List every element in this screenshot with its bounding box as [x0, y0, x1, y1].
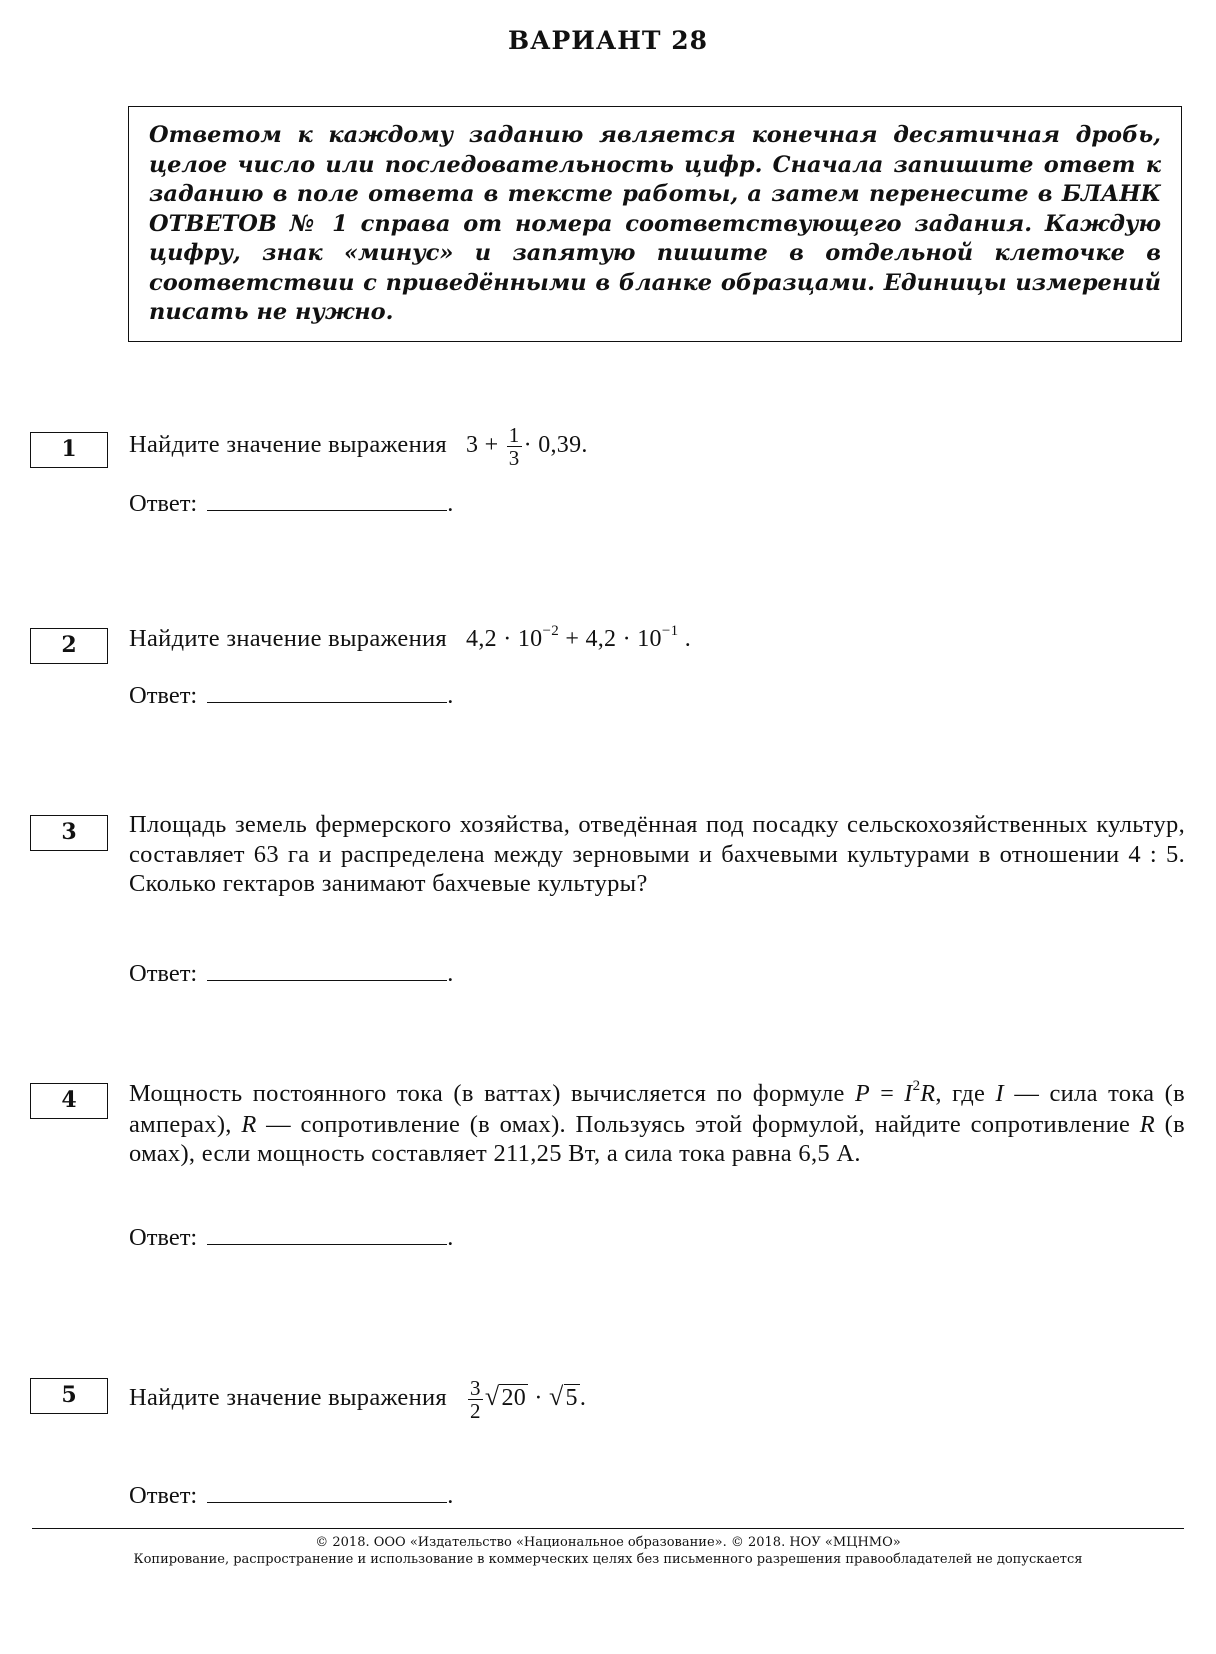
task-number-5: 5 [30, 1378, 108, 1414]
task-5-fraction-numerator: 3 [470, 1376, 481, 1400]
task-4-text-e: (в омах), если мощность составляет 211,25 Вт, а сила тока равна 6,5 А. [129, 1110, 1185, 1167]
answer-field[interactable] [207, 684, 447, 703]
task-2-expression [453, 623, 692, 652]
instructions-text: Ответом к каждому заданию является конечная десятичная дробь, целое число или последовательность цифр. Сначала запишите ответ к заданию в поле ответа в тексте работы, а затем перенесите в БЛАНК ОТВЕТОВ № 1 справа от номера соответствующего задания. Каждую цифру, знак «минус» и запятую пишите в отдельной клеточке в соответствии с приведёнными в бланке образцами. Единицы измерений писать не нужно. [149, 122, 1161, 325]
formula-var-p: P [855, 1081, 870, 1107]
footer-divider [32, 1528, 1184, 1529]
formula-var-i: I [904, 1081, 913, 1107]
task-2-prompt: Найдите значение выражения [129, 625, 447, 652]
task-1-text [129, 424, 1185, 469]
answer-field[interactable] [207, 492, 447, 511]
answer-label: Ответ: [129, 682, 198, 709]
answer-label: Ответ: [129, 490, 198, 517]
formula-var-r: R [920, 1081, 936, 1107]
footer-copyright: © 2018. ООО «Издательство «Национальное образование». © 2018. НОУ «МЦНМО» [315, 1535, 901, 1550]
task-4-var-r2: R [1139, 1110, 1156, 1138]
task-1-fraction-denominator: 3 [508, 446, 520, 470]
footer-notice: Копирование, распространение и использование в коммерческих целях без письменного разрешения правообладателей не допускается [133, 1552, 1083, 1567]
task-2-part-1: 4,2 · 10 [466, 626, 543, 652]
sqrt-radicand: 5 [565, 1385, 578, 1412]
task-2-exponent-1: −2 [542, 623, 560, 639]
task-2-end: . [678, 626, 692, 652]
task-5-expression [453, 1376, 587, 1423]
task-2-exponent-2: −1 [661, 623, 679, 639]
task-3-text: Площадь земель фермерского хозяйства, отведённая под посадку сельскохозяйственных культур, составляет 63 га и распределена между зерновыми и бахчевыми культурами в отношении 4 : 5. Сколько гектаров занимают бахчевые культуры? [129, 811, 1185, 897]
sqrt-sign: √ [548, 1382, 564, 1412]
task-1-fraction [507, 424, 522, 469]
task-5-sqrt-2 [548, 1382, 580, 1412]
task-4-text-c: — сила тока (в амперах), [129, 1080, 1185, 1138]
task-5-fraction [468, 1377, 483, 1422]
task-2-text [129, 624, 1185, 655]
task-5-sqrt-1 [484, 1382, 528, 1412]
formula-exponent: 2 [912, 1078, 921, 1094]
task-5-text [129, 1377, 1185, 1422]
task-1-term-b: · 0,39 [523, 432, 582, 459]
task-1-prompt: Найдите значение выражения [129, 431, 447, 459]
task-4-text-a: Мощность постоянного тока (в ваттах) вычисляется по формуле [129, 1080, 856, 1107]
instructions-box [128, 106, 1182, 342]
sqrt-sign: √ [484, 1382, 500, 1412]
task-1-end: . [581, 432, 588, 459]
task-1-fraction-numerator: 1 [508, 423, 520, 447]
task-number-3: 3 [30, 815, 108, 851]
answer-field[interactable] [207, 1226, 447, 1245]
task-number-1: 1 [30, 432, 108, 468]
task-2-answer: Ответ: . [129, 682, 454, 709]
task-4-var-r: R [241, 1110, 257, 1138]
task-number-4: 4 [30, 1083, 108, 1119]
answer-label: Ответ: [129, 1482, 198, 1509]
answer-field[interactable] [207, 1484, 447, 1503]
task-number-2: 2 [30, 628, 108, 664]
sqrt-radicand: 20 [501, 1385, 527, 1412]
task-5-fraction-denominator: 2 [470, 1399, 481, 1423]
task-4-text-d: — сопротивление (в омах). Пользуясь этой формулой, найдите сопротивление [256, 1110, 1140, 1138]
task-4-answer: Ответ: . [129, 1224, 454, 1251]
task-4-text-b: , где [935, 1080, 996, 1107]
task-5-answer: Ответ: . [129, 1482, 454, 1509]
task-5-prompt: Найдите значение выражения [129, 1384, 447, 1412]
task-4-formula [855, 1078, 936, 1107]
answer-field[interactable] [207, 962, 447, 981]
task-3-answer: Ответ: . [129, 960, 454, 987]
task-4-var-i: I [995, 1080, 1004, 1107]
answer-label: Ответ: [129, 960, 198, 987]
task-1-expression [453, 423, 588, 470]
task-4-text [129, 1079, 1185, 1169]
answer-label: Ответ: [129, 1224, 198, 1251]
task-1-answer: Ответ: . [129, 490, 454, 517]
task-1-term-a: 3 + [466, 432, 499, 459]
formula-equals: = [870, 1081, 905, 1107]
task-2-part-2: + 4,2 · 10 [559, 626, 662, 652]
task-5-dot: · [528, 1385, 549, 1412]
task-5-end: . [579, 1385, 587, 1412]
page-title: ВАРИАНТ 28 [508, 26, 708, 55]
